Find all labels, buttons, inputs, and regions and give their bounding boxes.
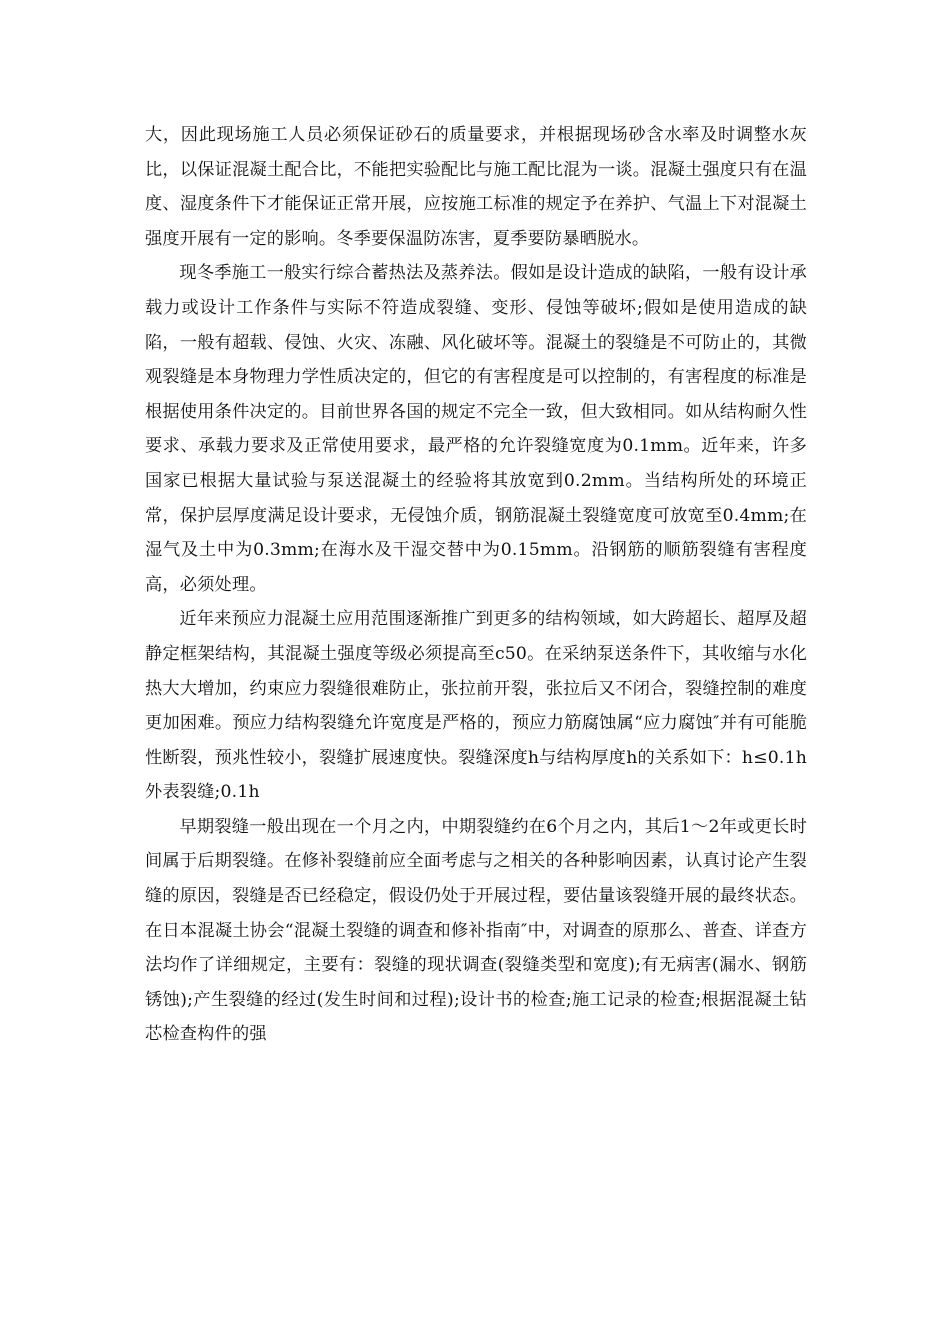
paragraph-continuation: 大，因此现场施工人员必须保证砂石的质量要求，并根据现场砂含水率及时调整水灰比，以保证混凝土配合比，不能把实验配比与施工配比混为一谈。混凝土强度只有在温度、湿度条件下才能保证正常开展，应按施工标准的规定予在养护、气温上下对混凝土强度开展有一定的影响。冬季要保温防冻害，夏季要防暴晒脱水。	[145, 125, 807, 249]
paragraph-prestressed-concrete: 近年来预应力混凝土应用范围逐渐推广到更多的结构领域，如大跨超长、超厚及超静定框架结构，其混凝土强度等级必须提高至c50。在采纳泵送条件下，其收缩与水化热大大增加，约束应力裂缝很难防止，张拉前开裂，张拉后又不闭合，裂缝控制的难度更加困难。预应力结构裂缝允许宽度是严格的，预应力筋腐蚀属“应力腐蚀″并有可能脆性断裂，预兆性较小，裂缝扩展速度快。裂缝深度h与结构厚度h的关系如下：h≤0.1h外表裂缝;0.1h	[145, 609, 807, 803]
document-page	[145, 118, 807, 1052]
paragraph-crack-survey: 早期裂缝一般出现在一个月之内，中期裂缝约在6个月之内，其后1～2年或更长时间属于后期裂缝。在修补裂缝前应全面考虑与之相关的各种影响因素，认真讨论产生裂缝的原因，裂缝是否已经稳定，假设仍处于开展过程，要估量该裂缝开展的最终状态。在日本混凝土协会“混凝土裂缝的调查和修补指南″中，对调查的原那么、普查、详查方法均作了详细规定，主要有：裂缝的现状调查(裂缝类型和宽度);有无病害(漏水、钢筋锈蚀);产生裂缝的经过(发生时间和过程);设计书的检查;施工记录的检查;根据混凝土钻芯检查构件的强	[145, 816, 807, 1045]
paragraph-winter-construction: 现冬季施工一般实行综合蓄热法及蒸养法。假如是设计造成的缺陷，一般有设计承载力或设计工作条件与实际不符造成裂缝、变形、侵蚀等破坏;假如是使用造成的缺陷，一般有超载、侵蚀、火灾、冻融、风化破坏等。混凝土的裂缝是不可防止的，其微观裂缝是本身物理力学性质决定的，但它的有害程度是可以控制的，有害程度的标准是根据使用条件决定的。目前世界各国的规定不完全一致，但大致相同。如从结构耐久性要求、承载力要求及正常使用要求，最严格的允许裂缝宽度为0.1mm。近年来，许多国家已根据大量试验与泵送混凝土的经验将其放宽到0.2mm。当结构所处的环境正常，保护层厚度满足设计要求，无侵蚀介质，钢筋混凝土裂缝宽度可放宽至0.4mm;在湿气及土中为0.3mm;在海水及干湿交替中为0.15mm。沿钢筋的顺筋裂缝有害程度高，必须处理。	[145, 263, 807, 595]
